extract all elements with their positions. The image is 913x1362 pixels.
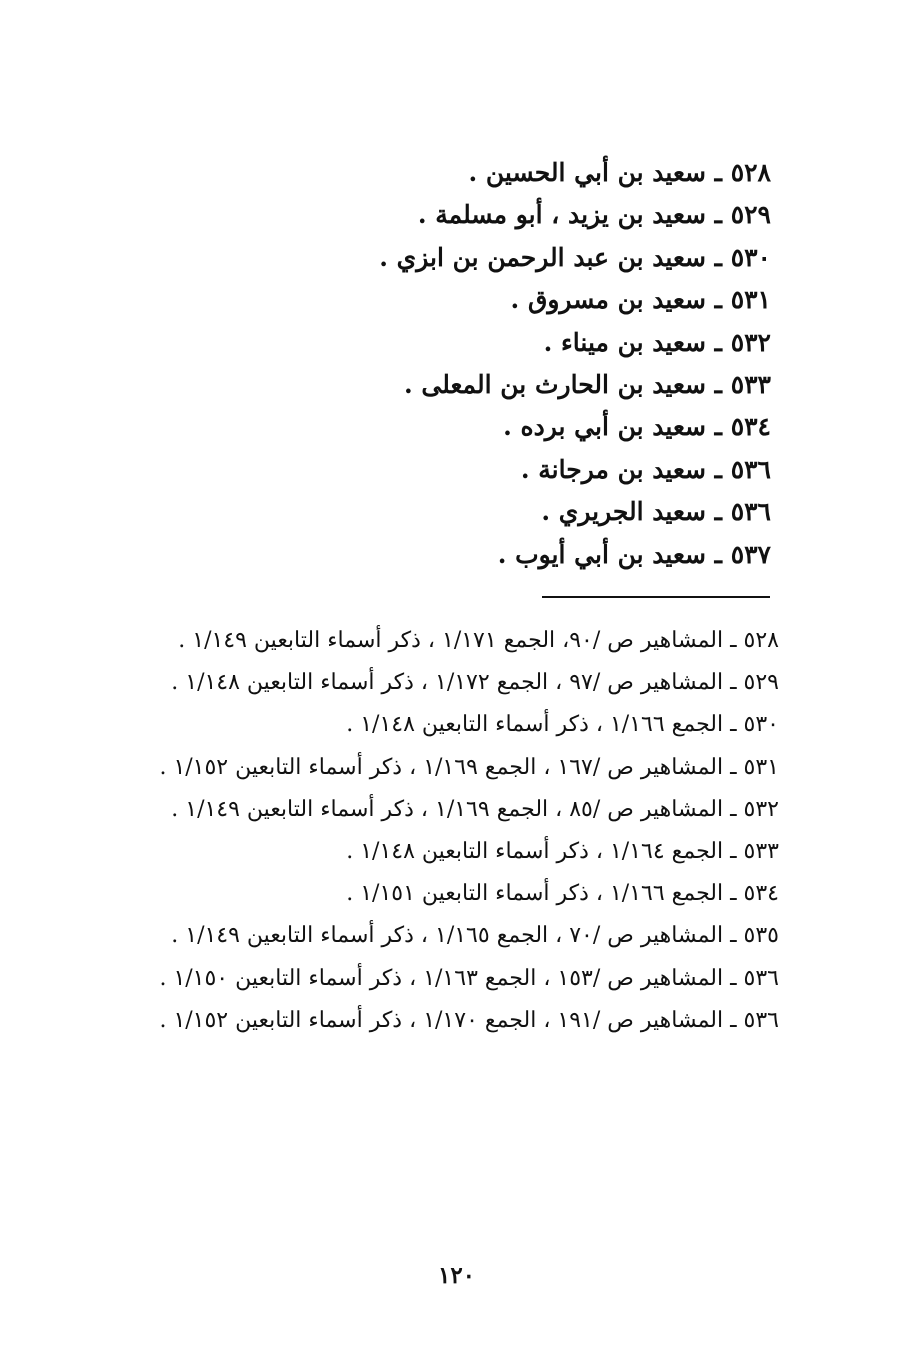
entry-item: ٥٣٦ ـ سعيد الجريري . [541,497,771,527]
footnote-item: ٥٣٦ ـ المشاهير ص /١٥٣ ، الجمع ١/١٦٣ ، ذكر أسماء التابعين ١/١٥٠ . [159,965,779,991]
footnote-item: ٥٢٩ ـ المشاهير ص /٩٧ ، الجمع ١/١٧٢ ، ذكر أسماء التابعين ١/١٤٨ . [171,670,779,696]
footnote-item: ٥٣٠ ـ الجمع ١/١٦٦ ، ذكر أسماء التابعين ١/١٤٨ . [346,712,779,738]
footnote-item: ٥٣٥ ـ المشاهير ص /٧٠ ، الجمع ١/١٦٥ ، ذكر أسماء التابعين ١/١٤٩ . [171,923,779,949]
entry-item: ٥٣٢ ـ سعيد بن ميناء . [543,327,771,357]
page-number: ١٢٠ [437,1262,476,1289]
entry-item: ٥٣٣ ـ سعيد بن الحارث بن المعلى . [403,370,771,400]
footnote-divider [542,596,770,598]
entry-item: ٥٢٩ ـ سعيد بن يزيد ، أبو مسلمة . [417,200,771,230]
footnote-item: ٥٣٣ ـ الجمع ١/١٦٤ ، ذكر أسماء التابعين ١/١٤٨ . [346,839,779,865]
footnote-item: ٥٣١ ـ المشاهير ص /١٦٧ ، الجمع ١/١٦٩ ، ذكر أسماء التابعين ١/١٥٢ . [159,754,779,780]
footnote-item: ٥٣٦ ـ المشاهير ص /١٩١ ، الجمع ١/١٧٠ ، ذكر أسماء التابعين ١/١٥٢ . [159,1007,779,1033]
entry-item: ٥٢٨ ـ سعيد بن أبي الحسين . [468,158,771,187]
footnote-item: ٥٢٨ ـ المشاهير ص /٩٠، الجمع ١/١٧١ ، ذكر أسماء التابعين ١/١٤٩ . [178,628,779,653]
footnote-item: ٥٣٢ ـ المشاهير ص /٨٥ ، الجمع ١/١٦٩ ، ذكر أسماء التابعين ١/١٤٩ . [171,796,779,822]
entry-item: ٥٣٤ ـ سعيد بن أبي برده . [503,412,771,442]
footnote-item: ٥٣٤ ـ الجمع ١/١٦٦ ، ذكر أسماء التابعين ١/١٥١ . [346,881,779,907]
entry-list [379,152,771,576]
entry-item: ٥٣١ ـ سعيد بن مسروق . [510,285,771,315]
entry-item: ٥٣٦ ـ سعيد بن مرجانة . [520,454,771,484]
entry-item: ٥٣٧ ـ سعيد بن أبي أيوب . [497,539,771,569]
footnote-list [108,620,779,1042]
entry-item: ٥٣٠ ـ سعيد بن عبد الرحمن بن ابزي . [379,242,771,272]
